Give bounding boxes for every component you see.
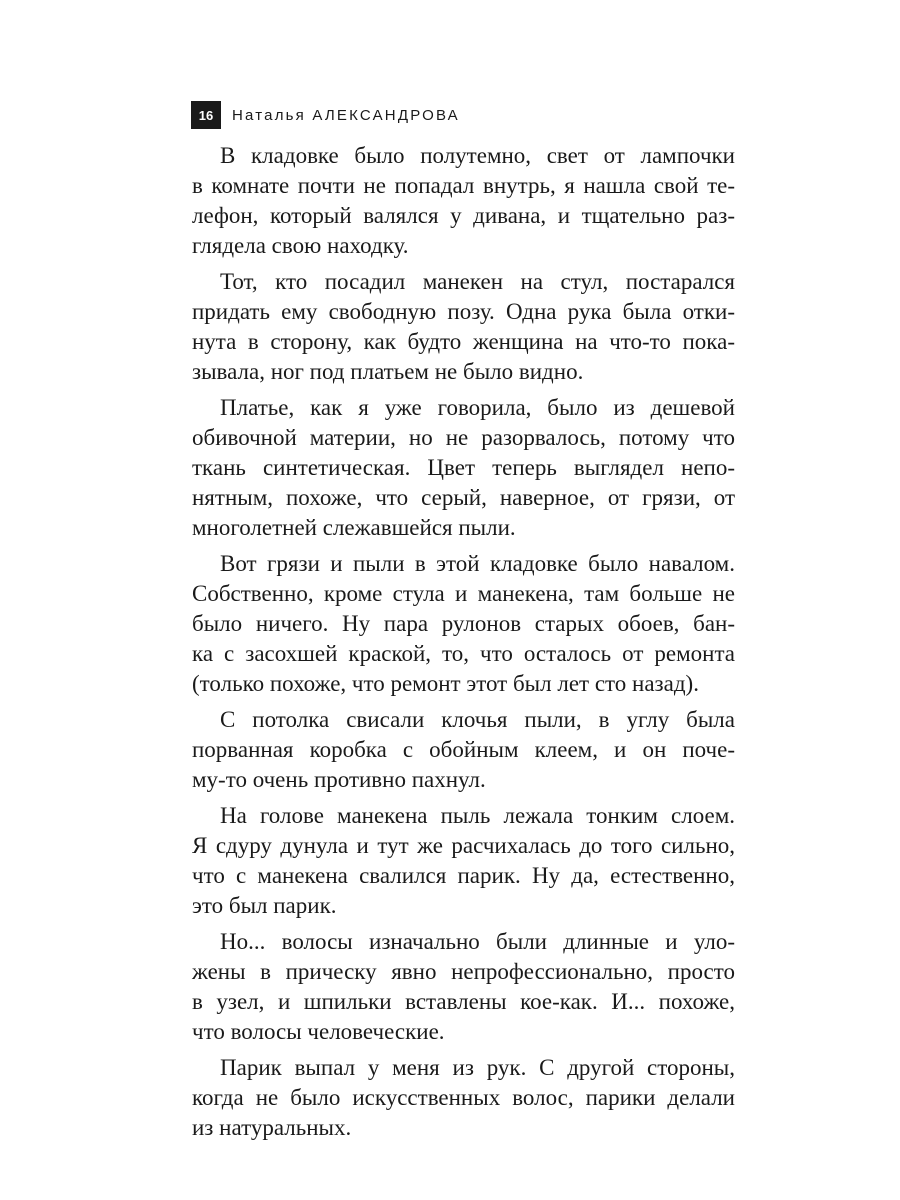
- text-line: что волосы человеческие.: [192, 1019, 445, 1044]
- running-head: [191, 101, 460, 129]
- text-line: ткань синтетическая. Цвет теперь выглядел непо-: [192, 455, 735, 480]
- text-line: в комнате почти не попадал внутрь, я нашла свой те-: [192, 173, 735, 198]
- paragraph: [192, 705, 735, 795]
- text-line: ка с засохшей краской, то, что осталось от ремонта: [192, 641, 735, 666]
- paragraph: [192, 267, 735, 387]
- text-line: Но... волосы изначально были длинные и уло-: [220, 929, 735, 954]
- paragraph: [192, 141, 735, 261]
- text-line: В кладовке было полутемно, свет от лампочки: [220, 143, 735, 168]
- paragraph: [192, 801, 735, 921]
- text-line: Я сдуру дунула и тут же расчихалась до того сильно,: [192, 833, 735, 858]
- text-line: порванная коробка с обойным клеем, и он поче-: [192, 737, 735, 762]
- text-line: лефон, который валялся у дивана, и тщательно раз-: [192, 203, 735, 228]
- text-line: Вот грязи и пыли в этой кладовке было навалом.: [220, 551, 735, 576]
- text-line: На голове манекена пыль лежала тонким слоем.: [220, 803, 735, 828]
- text-line: что с манекена свалился парик. Ну да, естественно,: [192, 863, 735, 888]
- text-line: это был парик.: [192, 893, 337, 918]
- body-text: [192, 141, 735, 1149]
- text-line: из натуральных.: [192, 1115, 352, 1140]
- text-line: было ничего. Ну пара рулонов старых обоев, бан-: [192, 611, 735, 636]
- text-line: жены в прическу явно непрофессионально, просто: [192, 959, 735, 984]
- text-line: обивочной материи, но не разорвалось, потому что: [192, 425, 735, 450]
- text-line: нута в сторону, как будто женщина на что-то пока-: [192, 329, 735, 354]
- paragraph: [192, 393, 735, 543]
- text-line: зывала, ног под платьем не было видно.: [192, 359, 584, 384]
- text-line: глядела свою находку.: [192, 233, 409, 258]
- text-line: в узел, и шпильки вставлены кое-как. И... похоже,: [192, 989, 735, 1014]
- text-line: многолетней слежавшейся пыли.: [192, 515, 516, 540]
- author-name: Наталья АЛЕКСАНДРОВА: [232, 106, 460, 124]
- text-line: С потолка свисали клочья пыли, в углу была: [220, 707, 735, 732]
- paragraph: [192, 1053, 735, 1143]
- text-line: придать ему свободную позу. Одна рука была отки-: [192, 299, 735, 324]
- text-line: Платье, как я уже говорила, было из дешевой: [220, 395, 735, 420]
- text-line: му-то очень противно пахнул.: [192, 767, 486, 792]
- text-line: нятным, похоже, что серый, наверное, от грязи, от: [192, 485, 735, 510]
- paragraph: [192, 549, 735, 699]
- text-line: когда не было искусственных волос, парики делали: [192, 1085, 735, 1110]
- page-number: 16: [191, 101, 221, 129]
- text-line: Собственно, кроме стула и манекена, там больше не: [192, 581, 735, 606]
- paragraph: [192, 927, 735, 1047]
- text-line: Тот, кто посадил манекен на стул, постарался: [220, 269, 735, 294]
- text-line: Парик выпал у меня из рук. С другой стороны,: [220, 1055, 735, 1080]
- text-line: (только похоже, что ремонт этот был лет сто назад).: [192, 671, 699, 696]
